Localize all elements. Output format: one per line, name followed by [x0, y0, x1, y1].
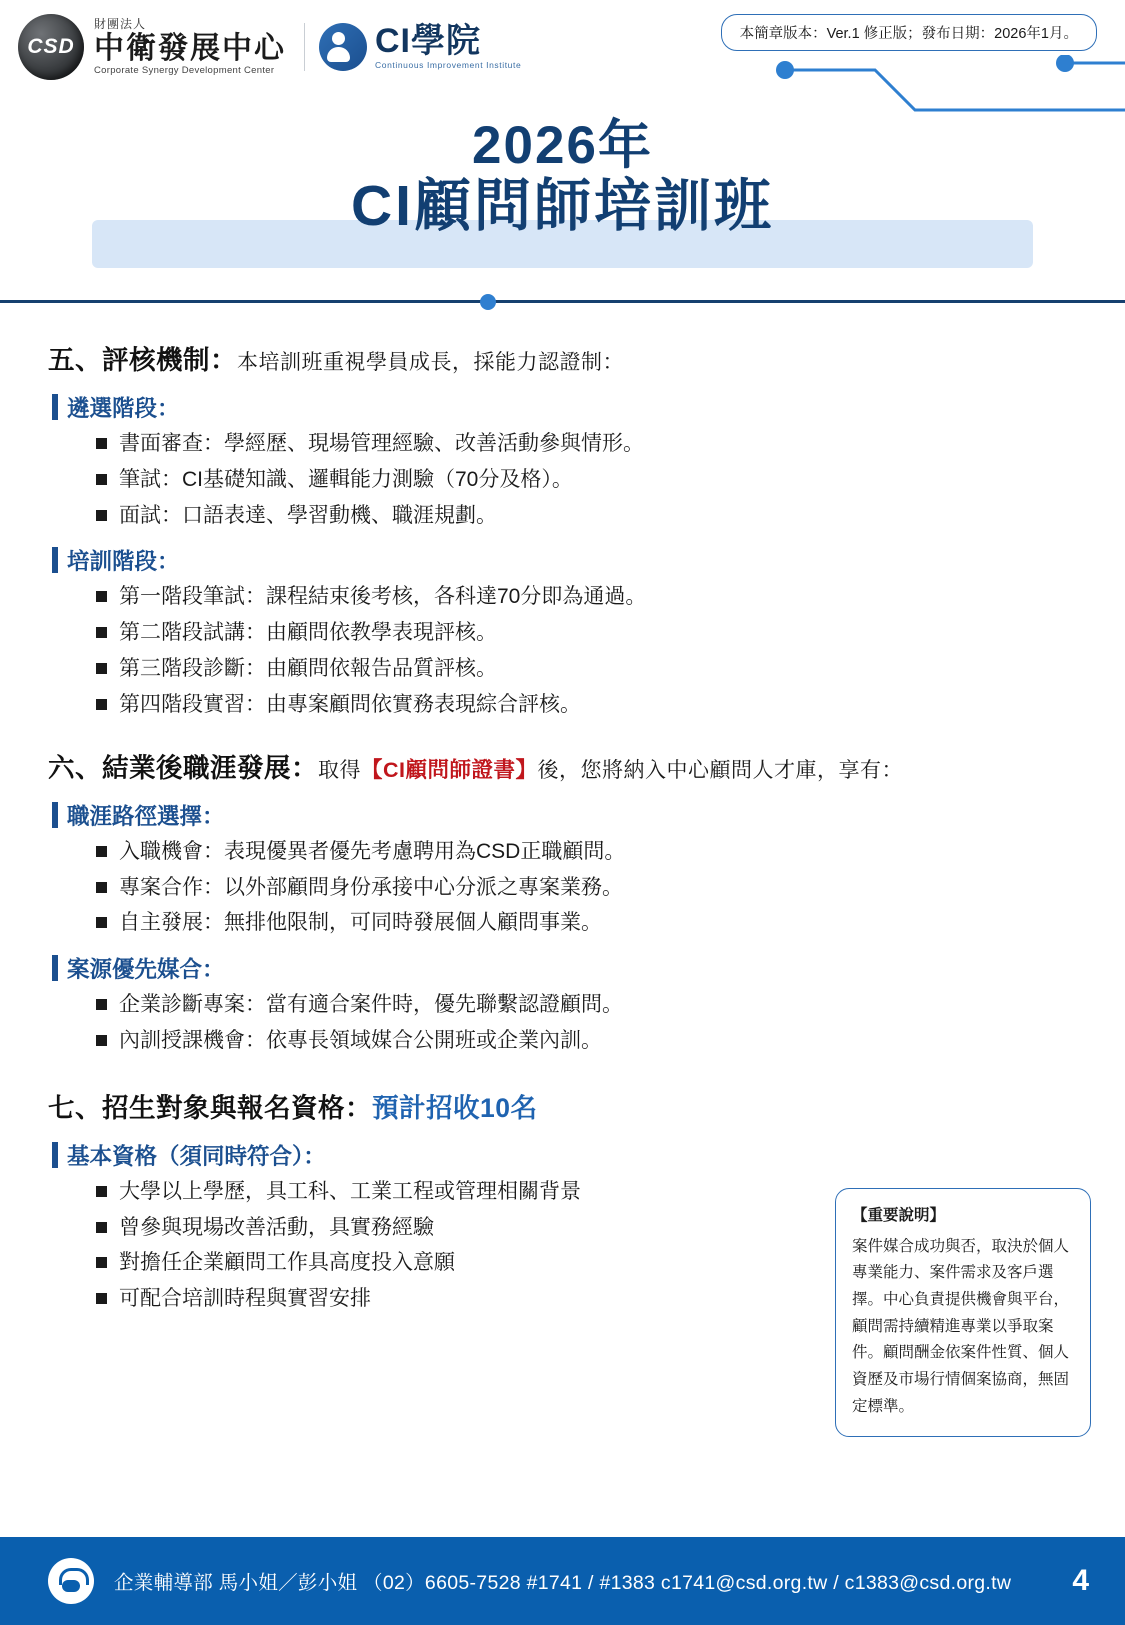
page-number: 4: [1072, 1564, 1089, 1597]
section-6-heading-lead: 六、結業後職涯發展：: [48, 752, 318, 783]
section-5-group-2-list: [96, 582, 1085, 719]
title-name: CI顧問師培訓班: [351, 174, 774, 239]
section-6-heading-pre: 取得: [318, 758, 361, 782]
list-item: [96, 582, 1085, 612]
subheading-bar-icon: [52, 955, 58, 981]
section-6-heading-highlight: 【CI顧問師證書】: [361, 757, 538, 782]
subheading-label: 遴選階段：: [67, 396, 180, 421]
list-item: [96, 465, 1085, 495]
section-7-heading-lead: 七、招生對象與報名資格：: [48, 1092, 372, 1123]
bullet-square-icon: [96, 663, 107, 674]
list-item-text: 企業診斷專案：當有適合案件時，優先聯繫認證顧問。: [119, 993, 623, 1017]
csd-logo-line3: Corporate Synergy Development Center: [94, 64, 275, 76]
page-header: [0, 0, 1125, 110]
list-item-text: 書面審查：學經歷、現場管理經驗、改善活動參與情形。: [119, 432, 644, 455]
ci-logo-text: [375, 24, 521, 70]
bullet-square-icon: [96, 699, 107, 710]
section-6-group-2-list: [96, 990, 1085, 1056]
list-item-text: 大學以上學歷，具工科、工業工程或管理相關背景: [119, 1179, 581, 1203]
section-5-group-1-list: [96, 429, 1085, 530]
bullet-square-icon: [96, 627, 107, 638]
list-item-text: 入職機會：表現優異者優先考慮聘用為CSD正職顧問。: [119, 839, 626, 863]
bullet-square-icon: [96, 1035, 107, 1046]
list-item-text: 可配合培訓時程與實習安排: [119, 1287, 371, 1311]
list-item-text: 筆試：CI基礎知識、邏輯能力測驗（70分及格）。: [119, 467, 573, 491]
ci-logo-name: CI學院: [375, 22, 481, 61]
list-item-text: 第一階段筆試：課程結束後考核，各科達70分即為通過。: [119, 585, 647, 609]
bullet-square-icon: [96, 1186, 107, 1197]
note-title: 【重要說明】: [852, 1207, 946, 1224]
section-5-group-1-subheading: [52, 391, 1085, 423]
section-6: [48, 746, 1085, 1056]
bullet-square-icon: [96, 999, 107, 1010]
list-item-text: 內訓授課機會：依專長領域媒合公開班或企業內訓。: [119, 1028, 602, 1052]
section-5-heading-lead: 五、評核機制：: [48, 345, 237, 375]
divider-line: [0, 300, 1125, 303]
bullet-square-icon: [96, 510, 107, 521]
subheading-bar-icon: [52, 547, 58, 573]
ci-logo-sub: Continuous Improvement Institute: [375, 59, 522, 70]
csd-logo-icon: CSD: [18, 14, 84, 80]
title-divider: [0, 292, 1125, 314]
subheading-bar-icon: [52, 1142, 58, 1168]
section-7-heading-highlight: 預計招收10名: [372, 1092, 538, 1123]
list-item: [96, 1026, 1085, 1056]
list-item: [96, 873, 1085, 903]
section-6-group-1-list: [96, 837, 1085, 938]
csd-logo: [18, 14, 286, 80]
bullet-square-icon: [96, 1222, 107, 1233]
headset-icon: [48, 1558, 94, 1604]
list-item-text: 第三階段診斷：由顧問依報告品質評核。: [119, 657, 497, 681]
page-footer: [0, 1537, 1125, 1625]
section-6-group-2-subheading: [52, 952, 1085, 984]
title-block: [0, 112, 1125, 292]
ci-logo: [304, 23, 521, 71]
document-body: [0, 314, 1125, 1314]
list-item: [96, 429, 1085, 459]
list-item-text: 曾參與現場改善活動，具實務經驗: [119, 1215, 434, 1239]
section-5: [48, 338, 1085, 720]
bullet-square-icon: [96, 474, 107, 485]
bullet-square-icon: [96, 846, 107, 857]
important-note-box: [835, 1188, 1091, 1437]
title-year: 2026年: [472, 116, 653, 175]
subheading-label: 基本資格（須同時符合）：: [67, 1143, 326, 1169]
subheading-bar-icon: [52, 802, 58, 828]
subheading-label: 培訓階段：: [67, 549, 180, 575]
list-item: [96, 501, 1085, 531]
divider-dot: [480, 294, 496, 310]
section-7-group-1-subheading: [52, 1139, 1085, 1171]
section-5-heading: [48, 338, 1085, 377]
csd-logo-text: [94, 17, 286, 77]
section-5-group-2-subheading: [52, 544, 1085, 576]
subheading-bar-icon: [52, 394, 58, 420]
bullet-square-icon: [96, 917, 107, 928]
list-item: [96, 837, 1085, 867]
bullet-square-icon: [96, 882, 107, 893]
bullet-square-icon: [96, 591, 107, 602]
bullet-square-icon: [96, 438, 107, 449]
section-7-heading: [48, 1086, 1085, 1125]
list-item: [96, 990, 1085, 1020]
footer-contact: 企業輔導部 馬小姐／彭小姐 （02）6605-7528 #1741 / #1383 c1741@csd.org.tw / c1383@csd.org.tw: [114, 1572, 1012, 1594]
list-item: [96, 690, 1085, 720]
section-6-heading: [48, 746, 1085, 785]
list-item-text: 對擔任企業顧問工作具高度投入意願: [119, 1251, 455, 1275]
list-item: [96, 908, 1085, 938]
ci-logo-icon: [319, 23, 367, 71]
list-item: [96, 654, 1085, 684]
page-title: [0, 112, 1125, 239]
list-item-text: 專案合作：以外部顧問身份承接中心分派之專案業務。: [119, 875, 623, 899]
section-6-heading-post: 後，您將納入中心顧問人才庫，享有：: [537, 758, 904, 782]
csd-logo-line2: 中衛發展中心: [94, 31, 286, 65]
list-item: [96, 618, 1085, 648]
subheading-label: 案源優先媒合：: [67, 957, 225, 983]
list-item-text: 自主發展：無排他限制，可同時發展個人顧問事業。: [119, 911, 602, 935]
section-6-group-1-subheading: [52, 799, 1085, 831]
note-body: 案件媒合成功與否，取決於個人專業能力、案件需求及客戶選擇。中心負責提供機會與平台，顧問需持續精進專業以爭取案件。顧問酬金依案件性質、個人資歷及市場行情個案協商，無固定標準。: [852, 1237, 1070, 1415]
list-item-text: 第二階段試講：由顧問依教學表現評核。: [119, 621, 497, 645]
section-5-heading-rest: 本培訓班重視學員成長，採能力認證制：: [237, 351, 624, 374]
csd-logo-line1: 財團法人: [94, 17, 147, 32]
version-note: 本簡章版本：Ver.1 修正版；發布日期：2026年1月。: [721, 14, 1097, 51]
bullet-square-icon: [96, 1257, 107, 1268]
bullet-square-icon: [96, 1293, 107, 1304]
list-item-text: 第四階段實習：由專案顧問依實務表現綜合評核。: [119, 692, 581, 716]
logo-group: [18, 14, 521, 80]
list-item-text: 面試：口語表達、學習動機、職涯規劃。: [119, 503, 497, 527]
subheading-label: 職涯路徑選擇：: [67, 803, 225, 829]
